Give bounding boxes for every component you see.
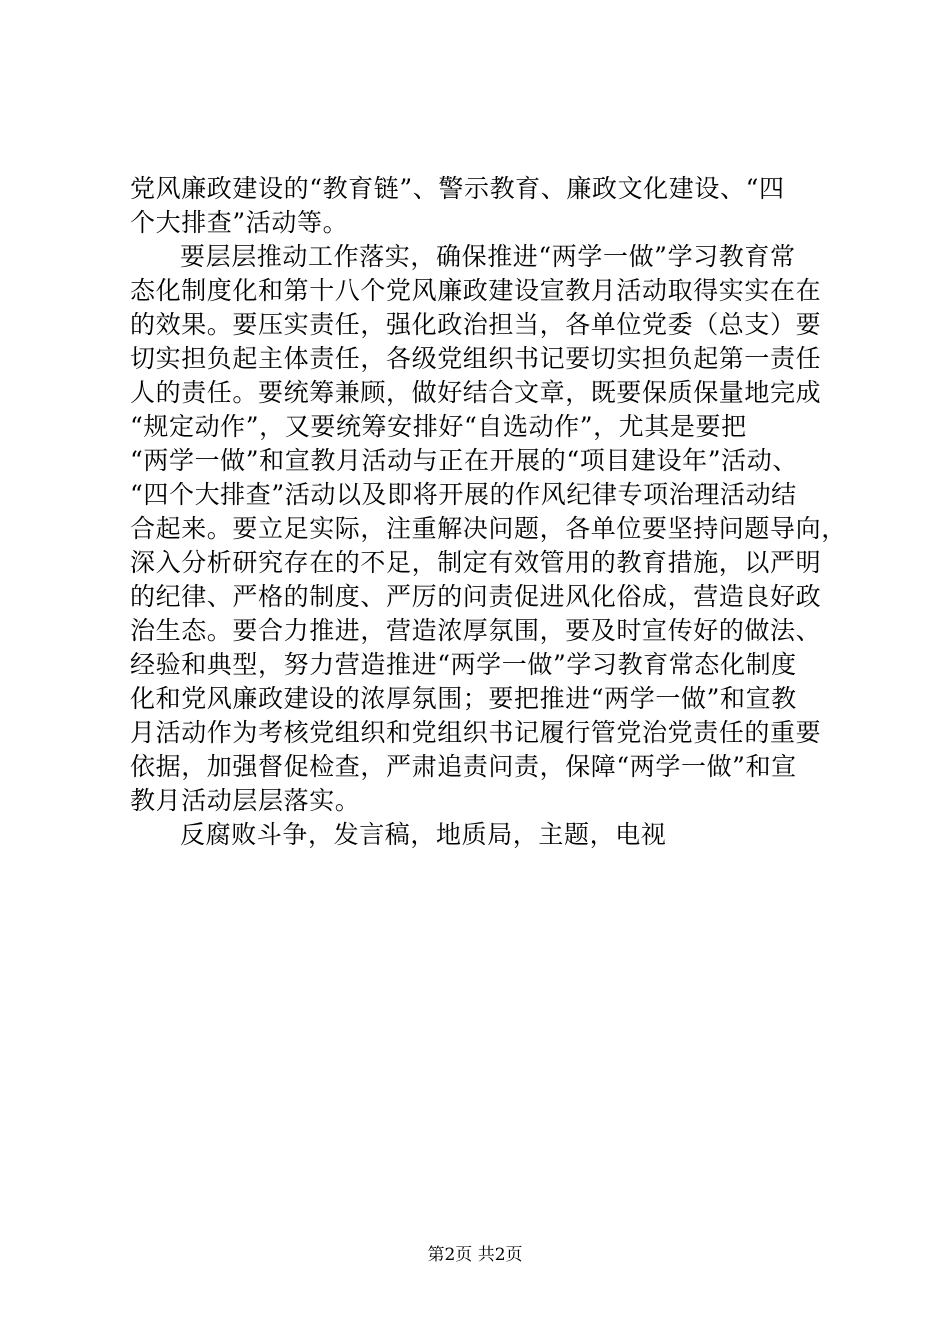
text-line: “四个大排查”活动以及即将开展的作风纪律专项治理活动结	[130, 480, 797, 509]
page-footer: 第2页 共2页	[427, 1245, 523, 1265]
text-line: 治生态。要合力推进，营造浓厚氛围，要及时宣传好的做法、	[130, 616, 822, 645]
text-line: 个大排查”活动等。	[130, 208, 349, 237]
text-line: 人的责任。要统筹兼顾，做好结合文章，既要保质保量地完成	[130, 378, 822, 407]
text-line: 态化制度化和第十八个党风廉政建设宣教月活动取得实实在在	[130, 276, 822, 305]
text-line: 教月活动层层落实。	[130, 786, 361, 815]
text-line: 合起来。要立足实际，注重解决问题，各单位要坚持问题导向，	[130, 514, 847, 543]
text-line: 月活动作为考核党组织和党组织书记履行管党治党责任的重要	[130, 718, 822, 747]
text-line: 依据，加强督促检查，严肃追责问责，保障“两学一做”和宣	[130, 752, 797, 781]
paragraph-start-line: 要层层推动工作落实，确保推进“两学一做”学习教育常	[180, 242, 796, 271]
text-line: 切实担负起主体责任，各级党组织书记要切实担负起第一责任	[130, 344, 822, 373]
text-line: 党风廉政建设的“教育链”、警示教育、廉政文化建设、“四	[130, 174, 785, 203]
document-body	[130, 172, 847, 852]
text-line: 的效果。要压实责任，强化政治担当，各单位党委（总支）要	[130, 310, 822, 339]
keywords-line: 反腐败斗争，发言稿，地质局，主题，电视	[180, 820, 667, 849]
text-line: 的纪律、严格的制度、严厉的问责促进风化俗成，营造良好政	[130, 582, 822, 611]
text-line: “规定动作”，又要统筹安排好“自选动作”，尤其是要把	[130, 412, 747, 441]
text-line: 经验和典型，努力营造推进“两学一做”学习教育常态化制度	[130, 650, 797, 679]
text-line: “两学一做”和宣教月活动与正在开展的“项目建设年”活动、	[130, 446, 798, 475]
text-line: 化和党风廉政建设的浓厚氛围；要把推进“两学一做”和宣教	[130, 684, 797, 713]
text-line: 深入分析研究存在的不足，制定有效管用的教育措施，以严明	[130, 548, 822, 577]
